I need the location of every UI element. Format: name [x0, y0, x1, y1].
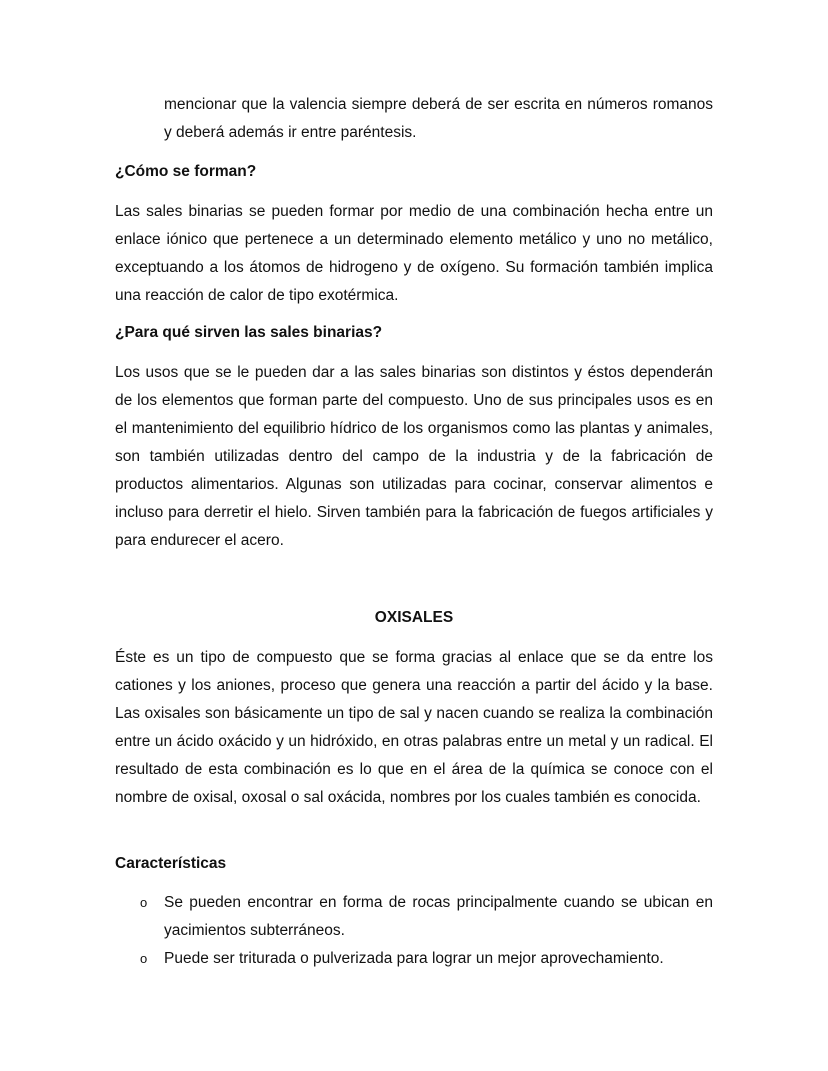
list-item-text: Se pueden encontrar en forma de rocas principalmente cuando se ubican en yacimientos subterráneos.	[164, 894, 713, 939]
hollow-bullet-icon: o	[140, 951, 148, 966]
list-item	[115, 945, 713, 973]
como-se-forman-paragraph: Las sales binarias se pueden formar por medio de una combinación hecha entre un enlace iónico que pertenece a un determinado elemento metálico y uno no metálico, exceptuando a los átomos de hidrogeno y de oxígeno. Su formación también implica una reacción de calor de tipo exotérmica.	[115, 203, 713, 304]
heading-para-que-sirven: ¿Para qué sirven las sales binarias?	[115, 324, 383, 341]
hollow-bullet-icon: o	[140, 895, 148, 910]
intro-continuation-paragraph: mencionar que la valencia siempre deberá de ser escrita en números romanos y deberá además ir entre paréntesis.	[164, 96, 713, 141]
oxisales-paragraph: Éste es un tipo de compuesto que se forma gracias al enlace que se da entre los cationes y los aniones, proceso que genera una reacción a partir del ácido y la base. Las oxisales son básicamente un tipo de sal y nacen cuando se realiza la combinación entre un ácido oxácido y un hidróxido, en otras palabras entre un metal y un radical. El resultado de esta combinación es lo que en el área de la química se conoce con el nombre de oxisal, oxosal o sal oxácida, nombres por los cuales también es conocida.	[115, 649, 713, 806]
list-item-text: Puede ser triturada o pulverizada para lograr un mejor aprovechamiento.	[164, 950, 664, 967]
caracteristicas-list	[115, 889, 713, 973]
heading-caracteristicas: Características	[115, 855, 227, 872]
heading-como-se-forman: ¿Cómo se forman?	[115, 163, 257, 180]
para-que-sirven-paragraph: Los usos que se le pueden dar a las sales binarias son distintos y éstos dependerán de los elementos que forman parte del compuesto. Uno de sus principales usos es en el mantenimiento del equilibrio hídrico de los organismos como las plantas y animales, son también utilizadas dentro del campo de la industria y de la fabricación de productos alimentarios. Algunas son utilizadas para cocinar, conservar alimentos e incluso para derretir el hielo. Sirven también para la fabricación de fuegos artificiales y para endurecer el acero.	[115, 364, 713, 549]
list-item	[115, 889, 713, 945]
oxisales-title: OXISALES	[374, 609, 454, 626]
